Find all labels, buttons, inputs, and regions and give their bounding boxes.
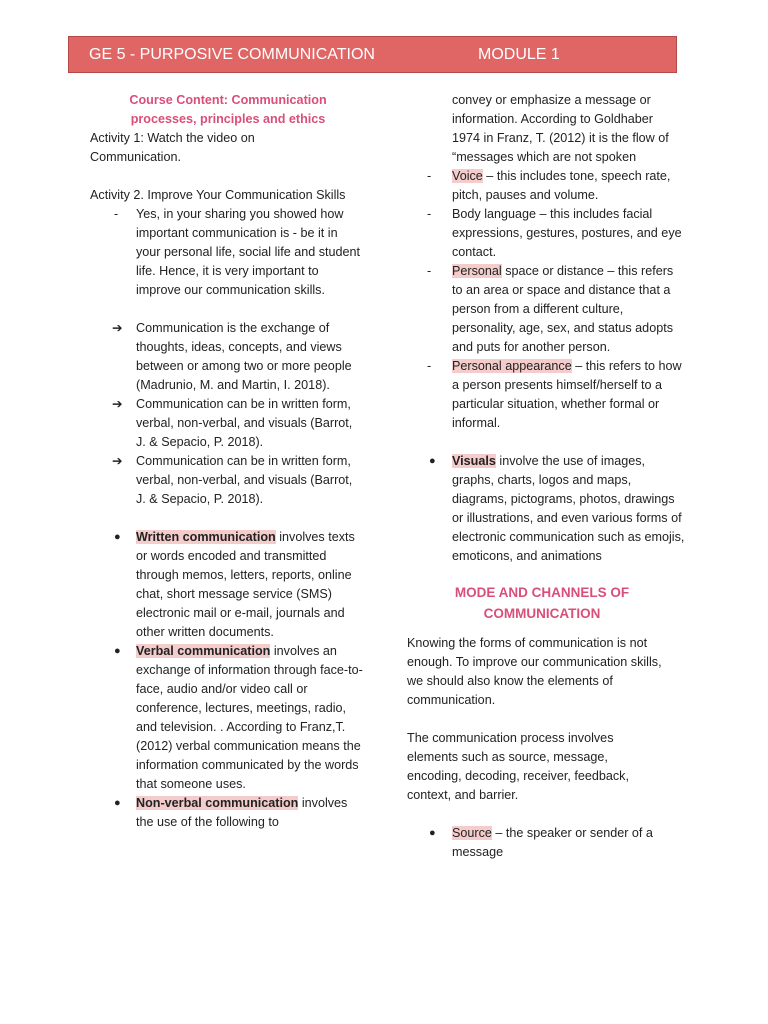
list-item-text: space or distance – this refers to an area or space and distance that a person from a different culture, personality, age, sex, and status adopts and puts for another person. [452, 264, 674, 354]
right-column [407, 91, 685, 862]
list-item [90, 528, 365, 642]
paragraph-forms: Knowing the forms of communication is not enough. To improve our communication skills, we should also know the elements of communication. [407, 636, 662, 707]
list-item [90, 395, 365, 452]
dash-marker: - [427, 207, 432, 221]
list-item-text: involves texts or words encoded and transmitted through memos, letters, reports, online chat, short message service (SMS) electronic mail or e-mail, journals and other written documents. [136, 530, 355, 639]
header-bar [68, 36, 677, 73]
left-column [90, 91, 365, 832]
module-label: MODULE 1 [478, 46, 560, 63]
list-item-text: involve the use of images, graphs, charts, logos and maps, diagrams, pictograms, photos, drawings or illustrations, and even various forms of electronic communication such as emojis, emoticons, and animations [452, 454, 685, 563]
activity-2: Activity 2. Improve Your Communication Skills [90, 188, 346, 202]
list-item [407, 452, 685, 566]
term-visuals: Visuals [452, 454, 496, 468]
dash-marker: - [427, 169, 432, 183]
visuals-list [407, 452, 685, 566]
term-written-communication: Written communication [136, 530, 276, 544]
dash-marker: - [114, 207, 119, 221]
section-title-mode-channels: MODE AND CHANNELS OF COMMUNICATION [454, 585, 630, 621]
list-item [90, 452, 365, 509]
list-item [90, 794, 365, 832]
list-item-text: Yes, in your sharing you showed how important communication is - be it in your personal life, social life and student life. Hence, it is very important to improve our communication skills. [136, 207, 361, 297]
list-item-text: – this refers to how a person presents himself/herself to a particular situation, whether formal or informal. [452, 359, 682, 430]
non-verbal-elements-list [407, 167, 685, 433]
list-item [90, 205, 365, 300]
term-personal: Personal [452, 264, 502, 278]
activity-2-dash-list [90, 205, 365, 300]
list-item-text: – the speaker or sender of a message [452, 826, 653, 859]
bullet-icon: ● [114, 797, 121, 809]
paragraph-process: The communication process involves elements such as source, message, encoding, decoding, receiver, feedback, context, and barrier. [407, 731, 629, 802]
bullet-icon: ● [114, 531, 121, 543]
list-item [407, 205, 685, 262]
activity-1: Activity 1: Watch the video on Communication. [90, 131, 255, 164]
list-item [407, 357, 685, 433]
course-code-title: GE 5 - PURPOSIVE COMMUNICATION [89, 46, 375, 63]
bullet-icon: ● [429, 827, 436, 839]
communication-types-list [90, 528, 365, 832]
list-item-text: Communication can be in written form, verbal, non-verbal, and visuals (Barrot, J. & Sepacio, P. 2018). [136, 397, 353, 449]
list-item-text: – this includes tone, speech rate, pitch, pauses and volume. [452, 169, 671, 202]
bullet-icon: ● [429, 455, 436, 467]
list-item [90, 642, 365, 794]
dash-marker: - [427, 359, 432, 373]
term-verbal-communication: Verbal communication [136, 644, 271, 658]
list-item-text: involves the use of the following to [136, 796, 348, 829]
dash-marker: - [427, 264, 432, 278]
arrow-icon: ➔ [112, 397, 123, 411]
list-item-text: Communication is the exchange of thoughts, ideas, concepts, and views between or among two or more people (Madrunio, M. and Martin, I. 2018). [136, 321, 352, 392]
list-item [90, 319, 365, 395]
bullet-icon: ● [114, 645, 121, 657]
term-non-verbal-communication: Non-verbal communication [136, 796, 299, 810]
list-item-text: involves an exchange of information through face-to-face, audio and/or video call or conference, lectures, meetings, radio, and television. . According to Franz,T. (2012) verbal communication means the information communicated by the words that someone uses. [136, 644, 363, 791]
list-item [407, 167, 685, 205]
elements-list [407, 824, 685, 862]
term-voice: Voice [452, 169, 483, 183]
arrow-icon: ➔ [112, 454, 123, 468]
list-item-text: Communication can be in written form, verbal, non-verbal, and visuals (Barrot, J. & Sepacio, P. 2018). [136, 454, 353, 506]
list-item [407, 262, 685, 357]
arrow-list [90, 319, 365, 509]
course-content-title: Course Content: Communication processes, principles and ethics [129, 93, 327, 126]
term-personal-appearance: Personal appearance [452, 359, 572, 373]
non-verbal-continuation: convey or emphasize a message or information. According to Goldhaber 1974 in Franz, T. (2012) it is the flow of “messages which are not spoken [452, 93, 669, 164]
list-item [407, 824, 685, 862]
term-source: Source [452, 826, 492, 840]
list-item-text: Body language – this includes facial expressions, gestures, postures, and eye contact. [452, 207, 682, 259]
arrow-icon: ➔ [112, 321, 123, 335]
